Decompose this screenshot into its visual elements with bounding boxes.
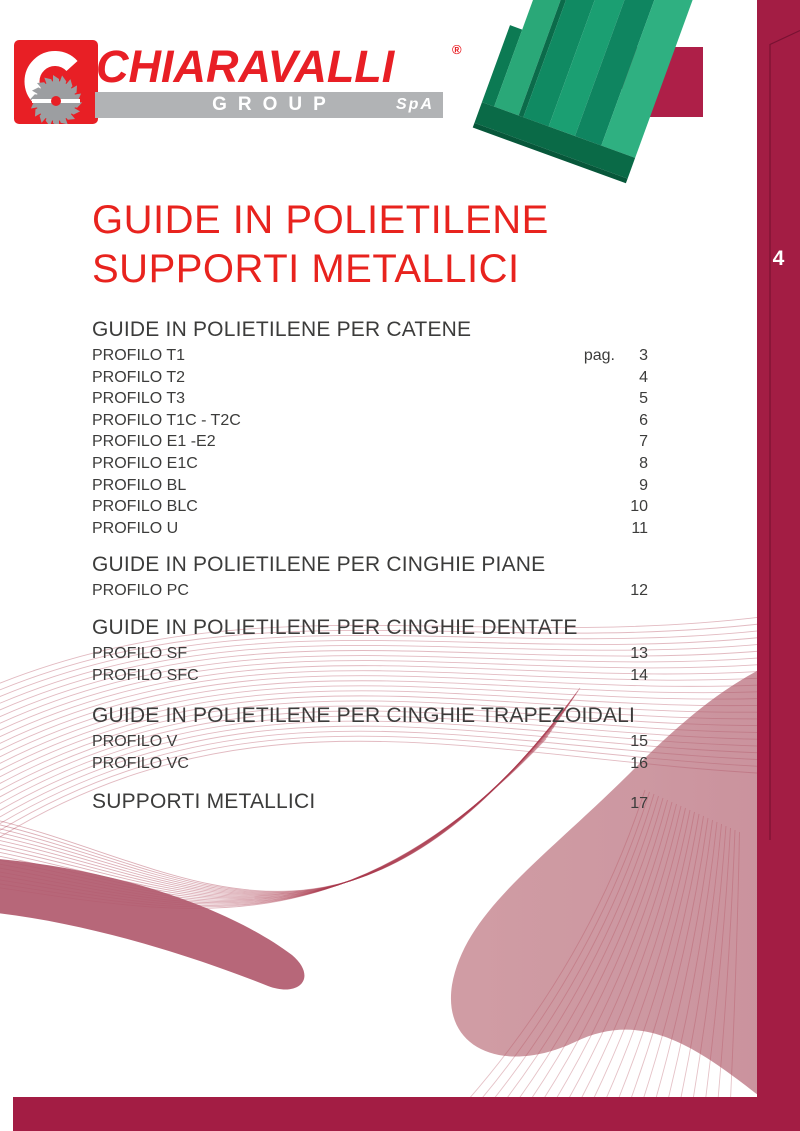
toc-section-cinghie-piane	[92, 551, 648, 602]
page-ref: 9	[639, 476, 648, 494]
page-ref: 8	[639, 454, 648, 472]
table-of-contents	[92, 316, 648, 815]
toc-row: PROFILO VC 16	[92, 753, 648, 775]
page-title-line2: SUPPORTI METALLICI	[92, 247, 520, 291]
page-ref: 12	[630, 582, 648, 600]
page-edge-bar	[757, 0, 800, 1131]
toc-row: PROFILO T3 5	[92, 388, 648, 410]
toc-section-catene	[92, 316, 648, 539]
section-heading: GUIDE IN POLIETILENE PER CINGHIE TRAPEZOIDALI	[92, 704, 636, 728]
registered-mark: ®	[452, 42, 462, 57]
spa-label: SpA	[396, 96, 434, 113]
page-ref: 11	[631, 519, 648, 537]
toc-row: PROFILO E1 -E2 7	[92, 431, 648, 453]
toc-row: PROFILO SF 13	[92, 643, 648, 665]
toc-row: PROFILO BL 9	[92, 475, 648, 497]
section-heading: GUIDE IN POLIETILENE PER CINGHIE PIANE	[92, 553, 546, 577]
toc-row: PROFILO U 11	[92, 518, 648, 540]
edge-tab-outline	[757, 0, 800, 1131]
page-ref: 15	[630, 733, 648, 751]
toc-row: PROFILO V 15	[92, 731, 648, 753]
group-band	[95, 92, 443, 118]
page-ref: 10	[630, 498, 648, 516]
page-title	[92, 196, 549, 294]
section-heading: GUIDE IN POLIETILENE PER CATENE	[92, 318, 472, 341]
page-ref: 7	[639, 433, 648, 451]
page-ref: 13	[630, 644, 648, 662]
page-ref: 4	[639, 368, 648, 386]
page-ref: 6	[639, 411, 648, 429]
group-label: GROUP	[212, 94, 337, 115]
toc-section-cinghie-trapezoidali	[92, 702, 648, 774]
toc-row: PROFILO PC 12	[92, 580, 648, 602]
toc-section-supporti-metallici	[92, 788, 648, 815]
toc-section-cinghie-dentate	[92, 614, 648, 686]
toc-row: PROFILO T1 pag. 3	[92, 345, 648, 367]
toc-row: PROFILO E1C 8	[92, 453, 648, 475]
footer-band	[13, 1097, 800, 1131]
page-ref: 14	[630, 666, 648, 684]
page-title-line1: GUIDE IN POLIETILENE	[92, 198, 549, 242]
toc-row: PROFILO BLC 10	[92, 496, 648, 518]
gear-logo-icon	[14, 40, 98, 124]
page-ref: 3	[639, 347, 648, 364]
page-ref: 16	[630, 754, 648, 772]
polyethylene-profile-image	[460, 0, 710, 192]
brand-wordmark: CHIARAVALLI	[96, 41, 395, 92]
page-number-tab: 4	[772, 247, 785, 270]
toc-row	[92, 788, 648, 815]
section-heading: SUPPORTI METALLICI	[92, 790, 316, 814]
toc-row: PROFILO T2 4	[92, 367, 648, 389]
toc-row: PROFILO SFC 14	[92, 665, 648, 687]
page-ref: 17	[630, 795, 648, 813]
page-ref: 5	[639, 390, 648, 408]
toc-row: PROFILO T1C - T2C 6	[92, 410, 648, 432]
pag-label: pag.	[583, 347, 615, 364]
section-heading: GUIDE IN POLIETILENE PER CINGHIE DENTATE	[92, 615, 578, 639]
